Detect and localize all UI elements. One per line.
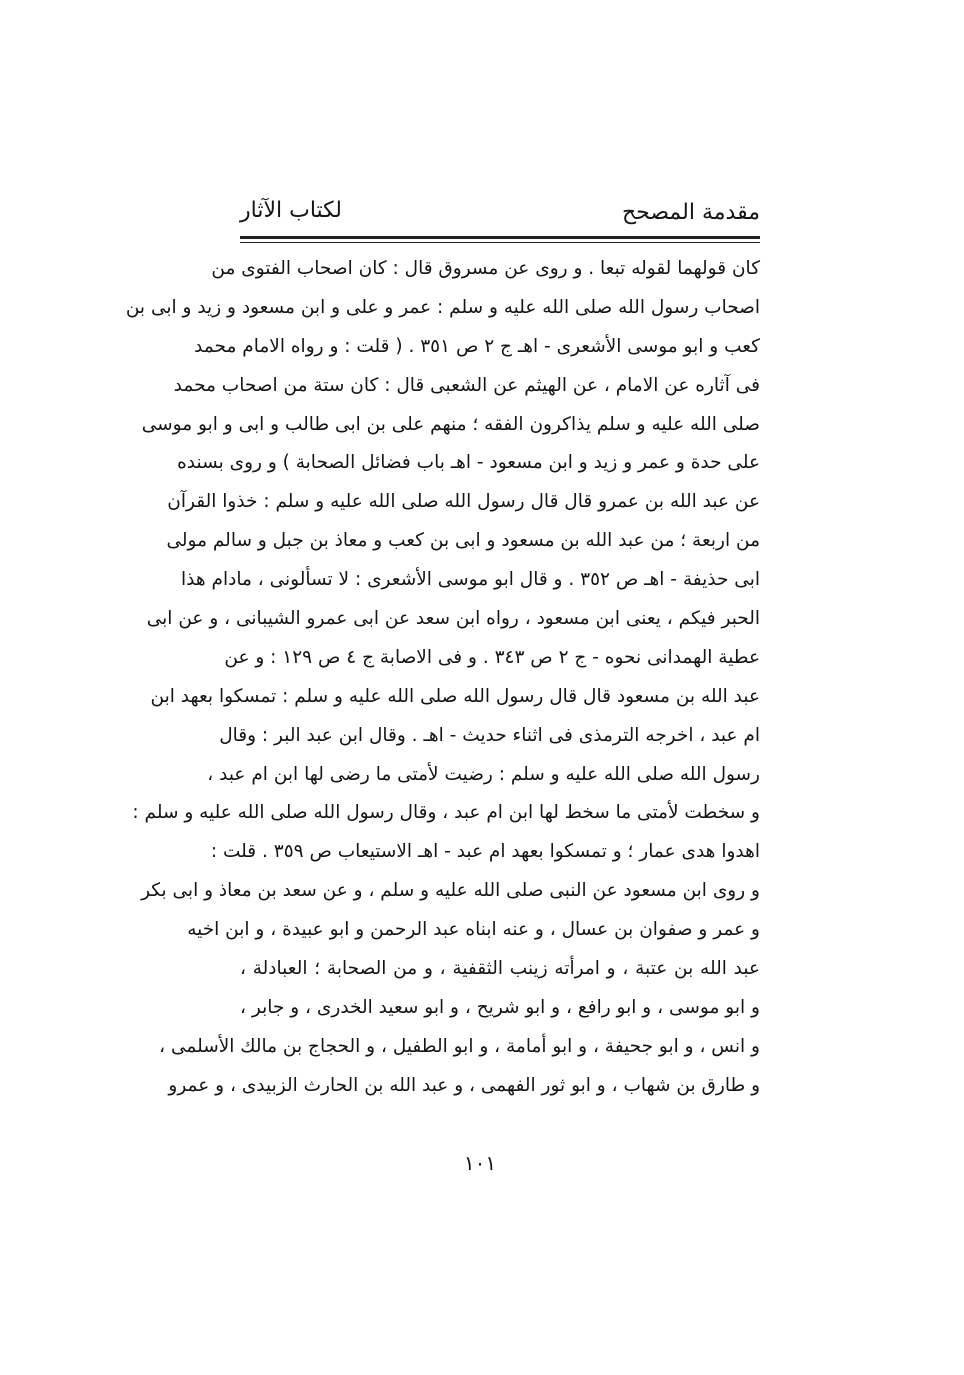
text-line: عبد الله بن مسعود قال قال رسول الله صلى الله عليه و سلم : تمسكوا بعهد ابن: [150, 685, 760, 707]
text-line: على حدة و عمر و زيد و ابن مسعود - اهـ باب فضائل الصحابة ) و روى بسنده: [177, 452, 760, 474]
text-line: عبد الله بن عتبة ، و امرأته زينب الثقفية ، و من الصحابة ؛ العبادلة ،: [240, 958, 760, 980]
page-number: ١٠١: [463, 1151, 497, 1175]
text-line: و عمر و صفوان بن عسال ، و عنه ابناه عبد الرحمن و ابو عبيدة ، و ابن اخيه: [187, 919, 760, 941]
text-line: و روى ابن مسعود عن النبى صلى الله عليه و سلم ، و عن سعد بن معاذ و ابى بكر: [141, 880, 760, 902]
text-line: و انس ، و ابو جحيفة ، و ابو أمامة ، و ابو الطفيل ، و الحجاج بن مالك الأسلمى ،: [159, 1035, 760, 1057]
header-rule-thin: [240, 242, 760, 243]
text-line: و سخطت لأمتى ما سخط لها ابن ام عبد ، وقال رسول الله صلى الله عليه و سلم :: [132, 802, 760, 824]
text-line: فى آثاره عن الامام ، عن الهيثم عن الشعبى قال : كان ستة من اصحاب محمد: [173, 374, 760, 396]
running-header: [240, 194, 760, 234]
text-line: الحبر فيكم ، يعنى ابن مسعود ، رواه ابن سعد عن ابى عمرو الشيبانى ، و عن ابى: [146, 608, 760, 630]
text-line: عن عبد الله بن عمرو قال قال رسول الله صلى الله عليه و سلم : خذوا القرآن: [167, 491, 760, 513]
text-line: عطية الهمدانى نحوه - ج ٢ ص ٣٤٣ . و فى الاصابة ج ٤ ص ١٢٩ : و عن: [224, 646, 760, 668]
header-section-title: مقدمة المصحح: [621, 200, 760, 225]
header-rule-thick: [240, 236, 760, 239]
text-line: ابى حذيفة - اهـ ص ٣٥٢ . و قال ابو موسى الأشعرى : لا تسألونى ، مادام هذا: [181, 569, 760, 591]
body-text: [125, 250, 760, 1106]
text-line: و طارق بن شهاب ، و ابو ثور الفهمى ، و عبد الله بن الحارث الزبيدى ، و عمرو: [168, 1074, 760, 1096]
text-line: صلى الله عليه و سلم يذاكرون الفقه ؛ منهم على بن ابى طالب و ابى و ابو موسى: [141, 413, 760, 435]
text-line: ام عبد ، اخرجه الترمذى فى اثناء حديث - اهـ . وقال ابن عبد البر : وقال: [219, 724, 760, 746]
text-line: كعب و ابو موسى الأشعرى - اهـ ج ٢ ص ٣٥١ . ( قلت : و رواه الامام محمد: [194, 335, 760, 357]
header-book-title: لكتاب الآثار: [240, 198, 343, 223]
text-line: اصحاب رسول الله صلى الله عليه و سلم : عمر و على و ابن مسعود و زيد و ابى بن: [125, 296, 760, 318]
text-line: رسول الله صلى الله عليه و سلم : رضيت لأمتى ما رضى لها ابن ام عبد ،: [207, 763, 760, 785]
text-line: كان قولهما لقوله تبعا . و روى عن مسروق قال : كان اصحاب الفتوى من: [211, 258, 760, 279]
text-line: و ابو موسى ، و ابو رافع ، و ابو شريح ، و ابو سعيد الخدرى ، و جابر ،: [240, 996, 760, 1018]
text-line: من اربعة ؛ من عبد الله بن مسعود و ابى بن كعب و معاذ بن جبل و سالم مولى: [166, 530, 760, 552]
text-line: اهدوا هدى عمار ؛ و تمسكوا بعهد ام عبد - اهـ الاستيعاب ص ٣٥٩ . قلت :: [210, 841, 760, 863]
